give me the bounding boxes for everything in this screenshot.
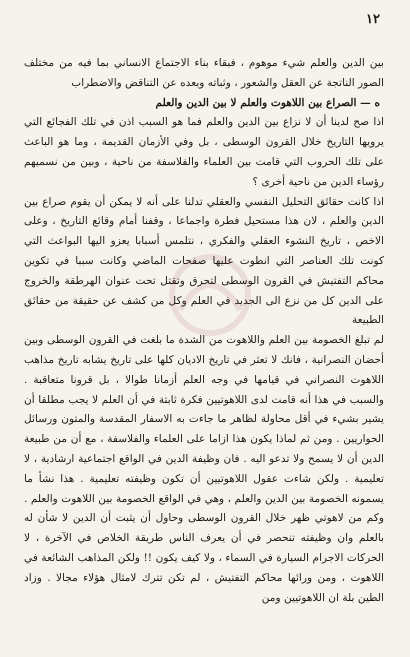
paragraph-question: اذا صح لدينا أن لا نزاع بين الدين والعلم فما هو السبب اذن في تلك الفجائع التي يرويها التاريخ خلال القرون الوسطى ، بل وفي الأزمان القديمة ، وما هو الباعث على تلك الحروب التي قامت بين العلماء والفلاسفة من ناحية ، وبين من نسميهم رؤساء الدين من ناحية أخرى ؟: [24, 116, 384, 188]
paragraph-history: لم تبلغ الخصومة بين العلم واللاهوت من الشدة ما بلغت في القرون الوسطى وبين أحضان النصرانية ، فانك لا تعثر في تاريخ الاديان كلها على تاريخ يشابه تاريخ مذاهب اللاهوت النصراني في قيامها في وجه العلم أزمانا طوالا ، بل قرونا متعاقبة . والسبب في هذا أنه قامت لدى اللاهوتيين فكرة ثابتة في أن العلم لا يجب مطلقا أن يشير بشيء في أقل محاولة لظاهر ما جاءت به الاسفار المقدسة والمتون ورسائل الحواريين . ومن ثم لماذا يكون هذا ازاما على العلماء والفلاسفة ، مع أن من طبيعة الدين أن لا يسمح ولا تدعو اليه . فان وظيفة الدين في الواقع اجتماعية ارشادية ، لا تعليمية . ولكن شاءت عقول اللاهوتيين أن تكون وظيفته تعليمية . هذا نشأ ما يسمونه الخصومة بين الدين والعلم ، وهي في الواقع الخصومة بين اللاهوت والعلم . وكم من لاهوتي ظهر خلال القرون الوسطى وحاول أن يثبت أن الدين لا شأن له بالعلم وان وظيفته تنحصر في أن يعرف الناس طريقة الخلاص في الآخرة ، لا الحركات الاجرام السيارة في السماء ، ولا كيف يكون !! ولكن المذاهب الشائعة في اللاهوت ، ومن ورائها محاكم التفتيش ، لم تكن تترك لامثال هؤلاء مجالا . وزاد الطين بلة ان اللاهوتيين ومن: [24, 334, 384, 604]
body-text: [24, 54, 384, 608]
page-number: ١٢: [366, 12, 380, 27]
paragraph-intro: بين الدين والعلم شيء موهوم ، فبقاء بناء الاجتماع الانساني بما فيه من مختلف الصور الناتجة عن العقل والشعور ، وثباته وبعده عن التناقض والاضطراب: [24, 57, 384, 89]
paragraph-analysis: اذا كانت حقائق التحليل النفسي والعقلي تدلنا على أنه لا يمكن أن يقوم صراع بين الدين والعلم ، لان هذا مستحيل فطرة واجماعا ، وقفنا أمام وقائع التاريخ ، وعلى الاخص ، تاريخ النشوء العقلي والفكري ، نتلمس أسبابا يعزو اليها البواعث التي كونت تلك العناصر التي انطوت عليها صفحات الماضي وكانت سببا في تكوين محاكم التفتيش في القرون الوسطى لتحرق وتقتل تحت عنوان الهرطقة والخروج على الدين كل من نزع الى الجديد في العلم وكل من كشف عن حقيقة من حقائق الطبيعة: [24, 195, 384, 327]
section-heading: ه — الصراع بين اللاهوت والعلم لا بين الدين والعلم: [155, 96, 380, 109]
